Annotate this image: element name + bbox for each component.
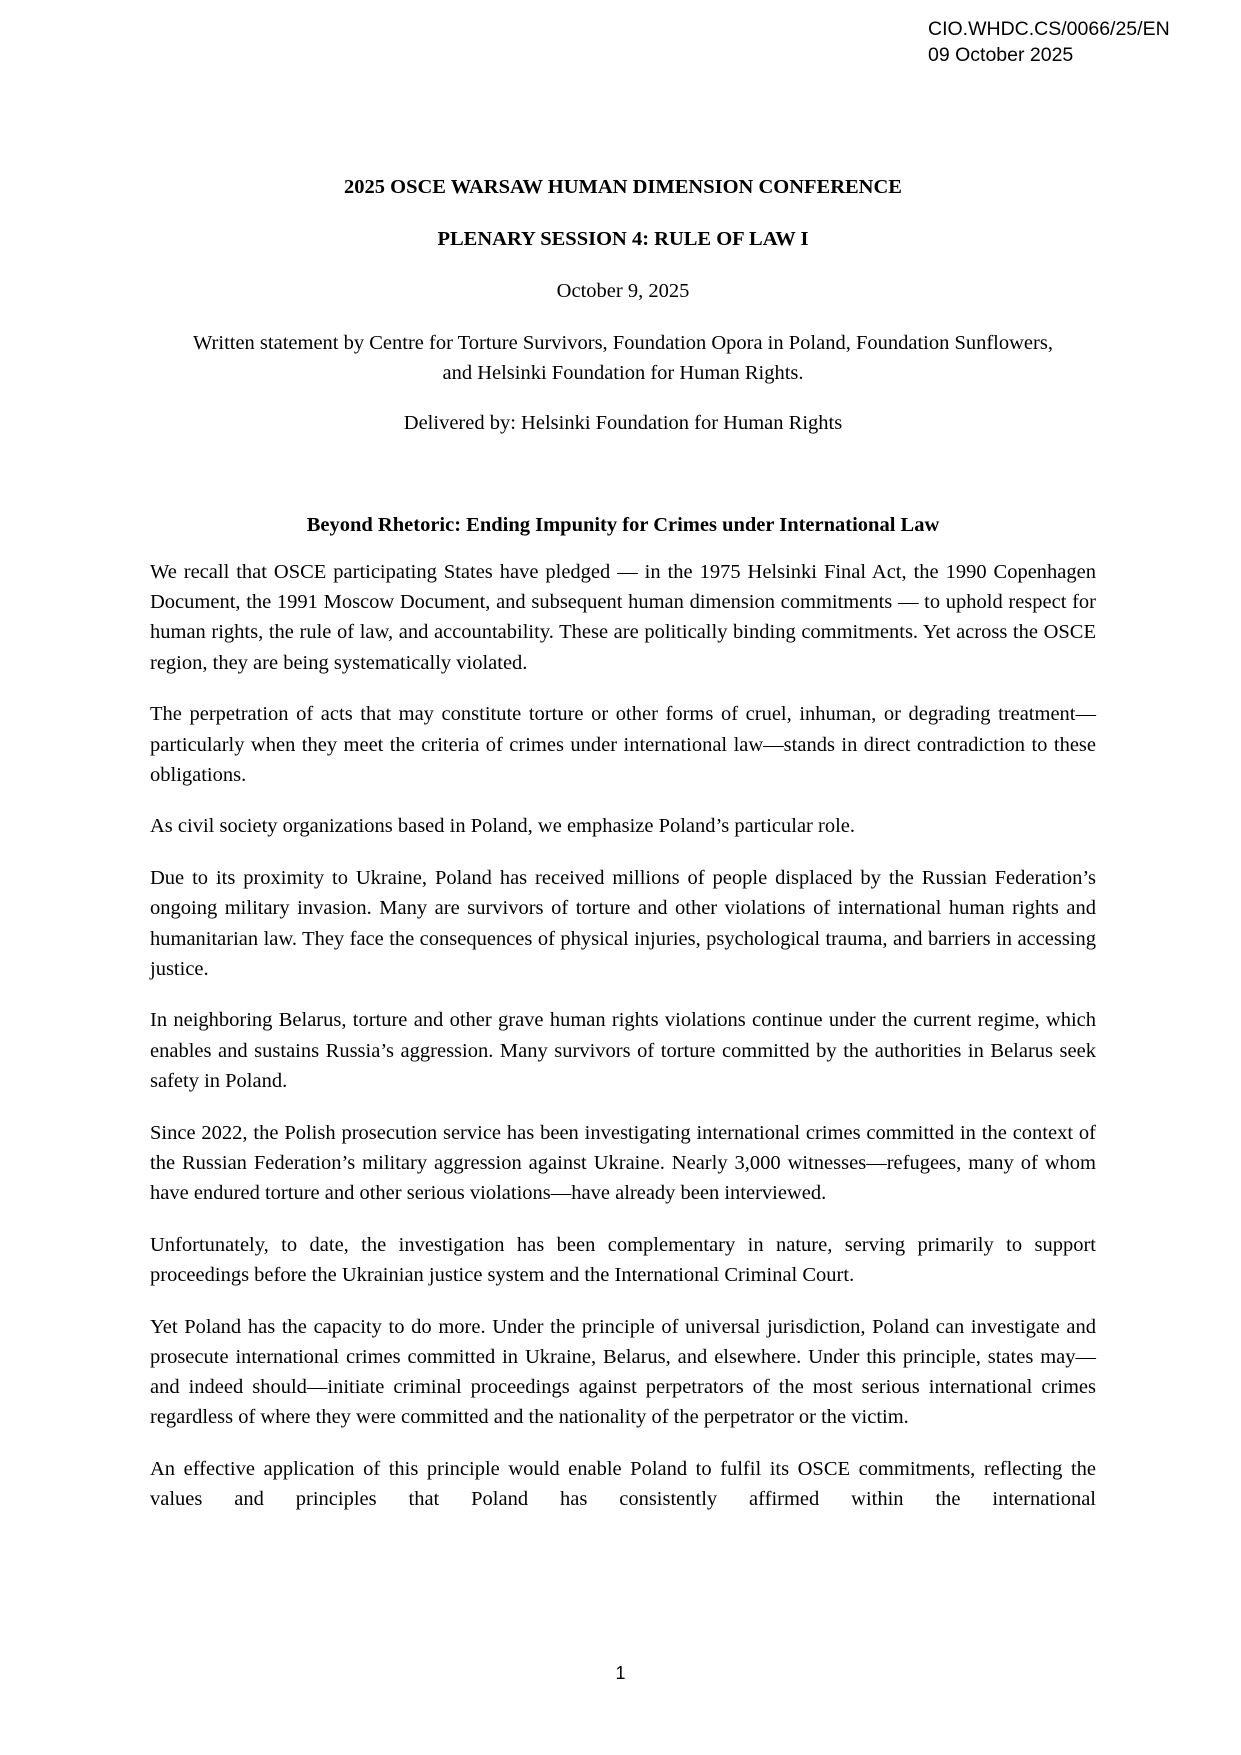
statement-title: Beyond Rhetoric: Ending Impunity for Crimes under International Law <box>306 514 940 536</box>
body-paragraph: Due to its proximity to Ukraine, Poland has received millions of people displaced by the Russian Federation’s ongoing military invasion. Many are survivors of torture and other violations of international human rights and humanitarian law. They face the consequences of physical injuries, psychological trauma, and barriers in accessing justice. <box>150 867 1096 980</box>
document-header <box>150 172 1096 438</box>
page-number: 1 <box>615 1663 626 1683</box>
statement-body <box>150 557 1096 1536</box>
body-paragraph: As civil society organizations based in Poland, we emphasize Poland’s particular role. <box>150 815 855 838</box>
document-code: CIO.WHDC.CS/0066/25/EN <box>928 18 1170 40</box>
session-title: PLENARY SESSION 4: RULE OF LAW I <box>437 228 809 250</box>
body-paragraph: Since 2022, the Polish prosecution service has been investigating international crimes committed in the context of the Russian Federation’s military aggression against Ukraine. Nearly 3,000 witnesses—refugees, many of whom have endured torture and other serious violations—have already been interviewed. <box>150 1121 1096 1204</box>
body-paragraph: An effective application of this principle would enable Poland to fulfil its OSCE commitments, reflecting the values and principles that Poland has consistently affirmed within the international <box>150 1457 1096 1511</box>
document-reference <box>928 16 1170 68</box>
body-paragraph: Yet Poland has the capacity to do more. Under the principle of universal jurisdiction, Poland can investigate and prosecute international crimes committed in Ukraine, Belarus, and elsewhere. Under this principle, states may—and indeed should—initiate criminal proceedings against perpetrators of the most serious international crimes regardless of where they were committed and the nationality of the perpetrator or the victim. <box>150 1315 1096 1429</box>
conference-title: 2025 OSCE WARSAW HUMAN DIMENSION CONFERENCE <box>344 176 902 198</box>
delivered-by: Delivered by: Helsinki Foundation for Human Rights <box>403 412 843 434</box>
body-paragraph: In neighboring Belarus, torture and other grave human rights violations continue under the current regime, which enables and sustains Russia’s aggression. Many survivors of torture committed by the authorities in Belarus seek safety in Poland. <box>150 1009 1096 1092</box>
document-date: 09 October 2025 <box>928 44 1074 66</box>
session-date: October 9, 2025 <box>556 280 690 302</box>
body-paragraph: We recall that OSCE participating States have pledged — in the 1975 Helsinki Final Act, the 1990 Copenhagen Document, the 1991 Moscow Document, and subsequent human dimension commitments — to uphold respect for human rights, the rule of law, and accountability. These are politically binding commitments. Yet across the OSCE region, they are being systematically violated. <box>150 561 1096 674</box>
body-paragraph: Unfortunately, to date, the investigation has been complementary in nature, serving primarily to support proceedings before the Ukrainian justice system and the International Criminal Court. <box>150 1233 1096 1286</box>
body-paragraph: The perpetration of acts that may constitute torture or other forms of cruel, inhuman, or degrading treatment—particularly when they meet the criteria of crimes under international law—stands in direct contradiction to these obligations. <box>150 703 1096 786</box>
statement-authors: Written statement by Centre for Torture Survivors, Foundation Opora in Poland, Foundation Sunflowers, and Helsinki Foundation for Human Rights. <box>193 332 1053 384</box>
